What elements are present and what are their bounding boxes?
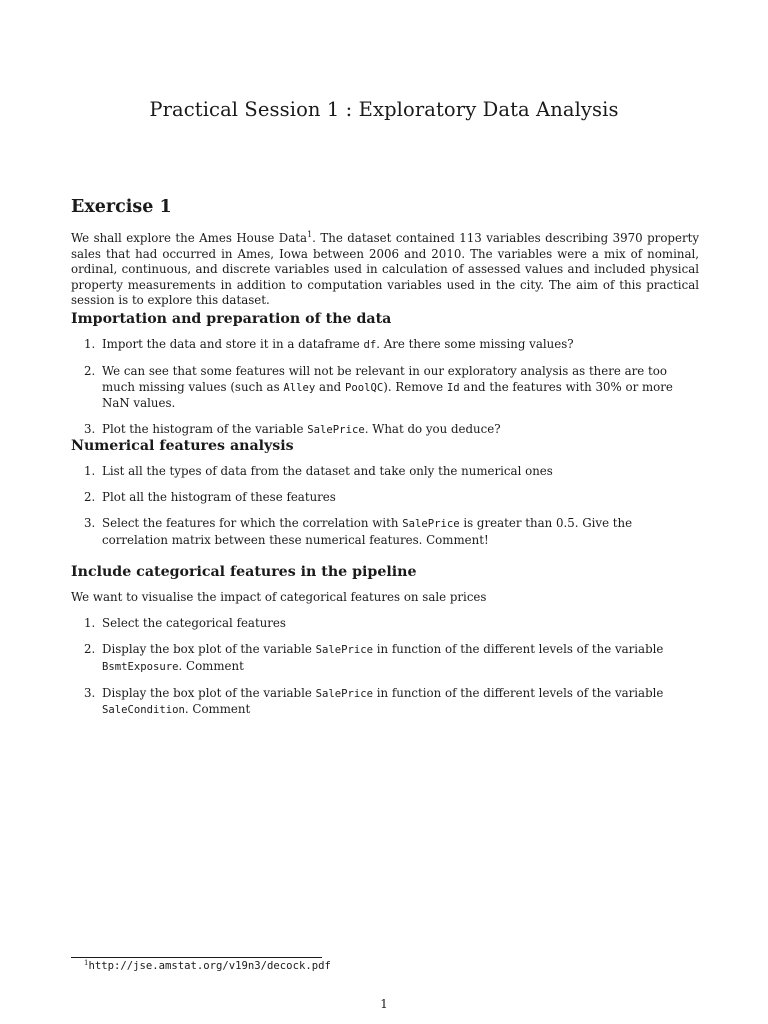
list-item	[71, 642, 699, 675]
list-item-text: . Comment	[184, 702, 251, 716]
list-item	[71, 337, 699, 354]
section-heading-importation: Importation and preparation of the data	[71, 311, 392, 327]
footnote-reference: 1	[307, 230, 313, 240]
categorical-list	[71, 616, 699, 729]
code-id: Id	[446, 381, 460, 394]
list-item-text: and the features with 30% or more NaN values.	[102, 379, 673, 410]
list-item-text: . Comment	[178, 658, 244, 673]
list-item-text: We can see that some features will not be relevant in our exploratory analysis as there are too much missing values (such as	[102, 364, 667, 394]
list-item-text: Plot the histogram of the variable	[102, 422, 308, 436]
list-item	[71, 516, 699, 548]
list-item-number: 2.	[84, 490, 96, 504]
footnote-mark: 1	[84, 958, 89, 967]
numerical-list	[71, 464, 699, 559]
importation-list	[71, 337, 699, 449]
code-bsmtexposure: BsmtExposure	[102, 660, 179, 673]
list-item-number: 3.	[84, 685, 96, 700]
page-title: Practical Session 1 : Exploratory Data Analysis	[149, 98, 619, 121]
list-item-text: Import the data and store it in a dataframe	[102, 337, 364, 351]
list-item-text: in function of the different levels of the variable	[373, 642, 664, 656]
footnote	[84, 960, 331, 973]
list-item-number: 2.	[84, 642, 96, 656]
list-item-number: 1.	[84, 337, 96, 351]
list-item	[71, 686, 699, 719]
list-item-text: Plot all the histogram of these features	[102, 490, 336, 504]
intro-paragraph	[71, 231, 699, 309]
intro-text-part1: We shall explore the Ames House Data	[71, 231, 308, 245]
list-item-text: in function of the different levels of the variable	[373, 685, 664, 700]
intro-text-part2: . The dataset contained 113 variables describing 3970 property sales that had occurred in Ames, Iowa between 2006 and 2010. The variables were a mix of nominal, ordinal, continuous, and discrete variables used in calculation of assessed values and included physical property measurements in addition to computation variables used in the city. The aim of this practical session is to explore this dataset.	[71, 231, 699, 307]
page-number: 1	[380, 997, 388, 1011]
list-item-text: Display the box plot of the variable	[102, 685, 316, 700]
code-salecondition: SaleCondition	[102, 704, 185, 716]
list-item-text: Display the box plot of the variable	[102, 642, 316, 656]
list-item	[71, 464, 699, 480]
list-item-number: 1.	[84, 616, 96, 630]
list-item-number: 3.	[84, 516, 96, 530]
list-item-text: Select the categorical features	[102, 616, 286, 630]
list-item	[71, 490, 699, 506]
code-saleprice: SalePrice	[315, 644, 373, 656]
list-item-text: Select the features for which the correlation with	[102, 516, 403, 530]
code-saleprice: SalePrice	[307, 424, 365, 436]
footnote-url: http://jse.amstat.org/v19n3/decock.pdf	[88, 960, 331, 972]
section-heading-categorical: Include categorical features in the pipeline	[71, 564, 417, 580]
list-item	[71, 616, 699, 632]
list-item-number: 3.	[84, 422, 96, 436]
code-saleprice: SalePrice	[315, 687, 373, 700]
list-item-text: List all the types of data from the dataset and take only the numerical ones	[102, 464, 553, 478]
section-heading-numerical: Numerical features analysis	[71, 438, 294, 454]
list-item-text: . Are there some missing values?	[376, 337, 574, 351]
list-item-number: 2.	[84, 364, 96, 378]
list-item	[71, 364, 699, 412]
list-item-number: 1.	[84, 464, 96, 478]
code-df: df	[363, 339, 377, 351]
list-item-text: and	[315, 379, 345, 394]
footnote-divider	[71, 957, 322, 958]
list-item-text: . What do you deduce?	[364, 422, 501, 436]
list-item	[71, 422, 699, 439]
categorical-intro: We want to visualise the impact of categorical features on sale prices	[71, 590, 487, 604]
code-saleprice: SalePrice	[402, 518, 460, 530]
code-alley: Alley	[283, 381, 316, 394]
list-item-text: is greater than 0.5. Give the correlation matrix between these numerical features. Comment!	[102, 516, 633, 547]
code-poolqc: PoolQC	[344, 381, 384, 394]
list-item-text: ). Remove	[383, 379, 447, 394]
exercise-heading: Exercise 1	[71, 197, 172, 217]
